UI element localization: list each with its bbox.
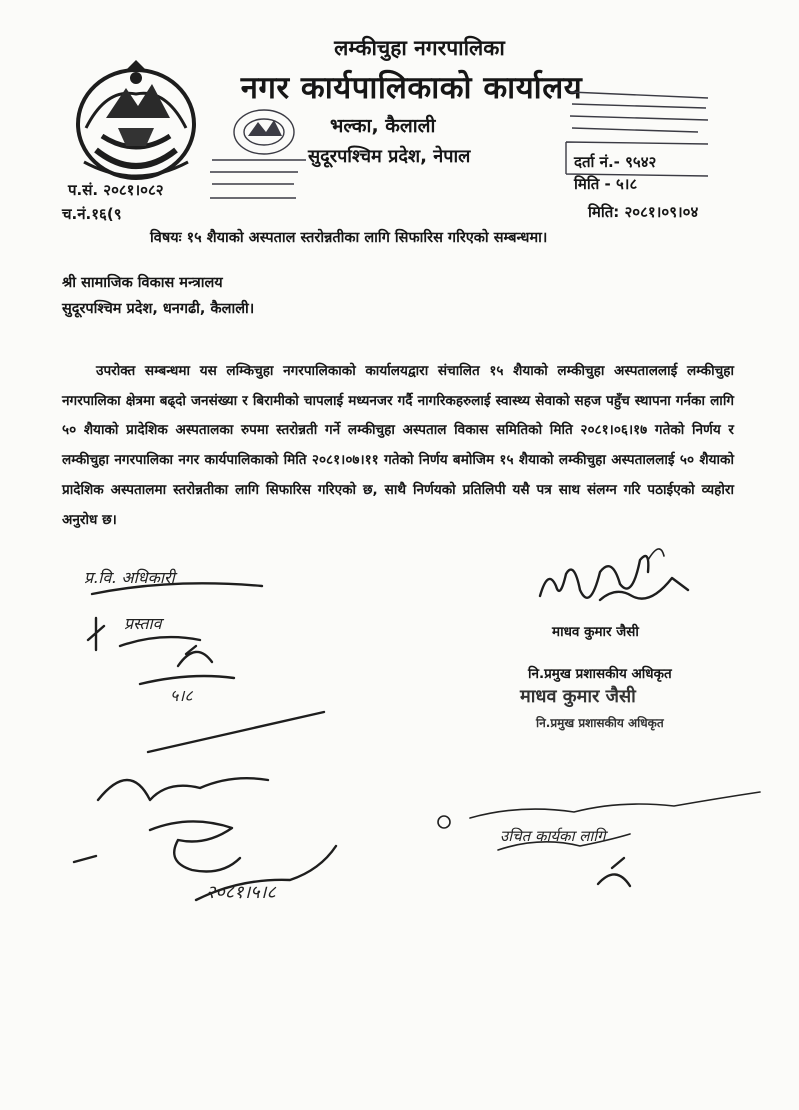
left-handwritten-note bbox=[88, 583, 262, 684]
received-number: दर्ता नं.- ९५४२ bbox=[574, 153, 657, 171]
signatory-stamp-title: नि.प्रमुख प्रशासकीय अधिकृत bbox=[536, 716, 664, 730]
handwritten-note-2: प्रस्ताव bbox=[124, 614, 162, 633]
office-name: नगर कार्यपालिकाको कार्यालय bbox=[240, 70, 583, 106]
handwritten-note-1: प्र.वि. अधिकारी bbox=[84, 568, 175, 587]
letter-date: मिति: २०८१।०९।०४ bbox=[588, 203, 699, 221]
signatory-name: माधव कुमार जैसी bbox=[552, 624, 639, 640]
office-province: सुदूरपश्चिम प्रदेश, नेपाल bbox=[308, 146, 471, 167]
letter-body: उपरोक्त सम्बन्धमा यस लम्किचुहा नगरपालिकाको कार्यालयद्वारा संचालित १५ शैयाको लम्कीचुहा अस्पताललाई लम्कीचुहा नगरपालिका क्षेत्रमा बढ्दो जनसंख्या र बिरामीको चापलाई मध्यनजर गर्दै नागरिकहरुलाई स्वास्थ्य सेवाको सहज पहुँच स्थापना गर्नका लागि ५० शैयाको प्रादेशिक अस्पतालका रुपमा स्तरोन्नती गर्ने लम्कीचुहा अस्पताल विकास समितिको मिति २०८१।०६।१७ गतेको निर्णय र लम्कीचुहा नगरपालिका नगर कार्यपालिकाको मिति २०८१।०७।११ गतेको निर्णय बमोजिम १५ शैयाको लम्कीचुहा अस्पताललाई ५० शैयाको प्रादेशिक अस्पतालमा स्तरोन्नतीका लागि सिफारिस गरिएको छ, साथै निर्णयको प्रतिलिपी यसै पत्र साथ संलग्न गरि पठाईएको व्यहोरा अनुरोध छ। bbox=[62, 363, 734, 528]
handwritten-note-3: ५।८ bbox=[170, 686, 193, 705]
municipality-name: लम्कीचुहा नगरपालिका bbox=[334, 36, 505, 60]
addressee-line-2: सुदूरपश्चिम प्रदेश, धनगढी, कैलाली। bbox=[62, 301, 255, 317]
office-location: भल्का, कैलाली bbox=[330, 115, 436, 137]
letter-subject: विषयः १५ शैयाको अस्पताल स्तरोन्नतीका लागि सिफारिस गरिएको सम्बन्धमा। bbox=[150, 230, 548, 246]
lower-left-handwritten-note bbox=[74, 712, 336, 900]
dispatch-number: च.नं.१६(९ bbox=[62, 205, 122, 223]
handwritten-note-instruction: उचित कार्यका लागि bbox=[500, 827, 606, 845]
official-signature bbox=[540, 549, 688, 600]
handwritten-note-date: २०८१।५।८ bbox=[206, 882, 276, 903]
signatory-title: नि.प्रमुख प्रशासकीय अधिकृत bbox=[528, 666, 672, 682]
addressee-line-1: श्री सामाजिक विकास मन्त्रालय bbox=[62, 275, 223, 291]
signatory-stamp-name: माधव कुमार जैसी bbox=[520, 686, 636, 707]
received-date: मिति - ५।८ bbox=[574, 175, 638, 193]
letter-number: प.सं. २०८१।०८२ bbox=[68, 181, 164, 199]
